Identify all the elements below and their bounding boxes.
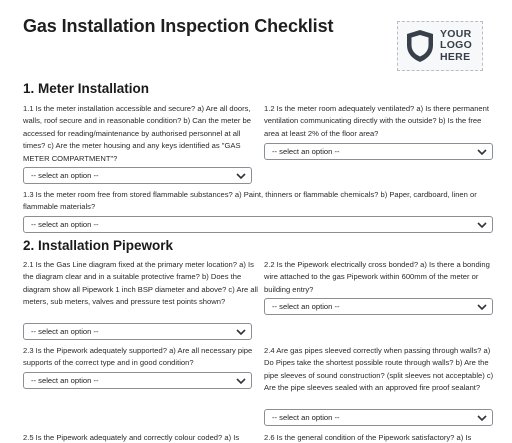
question-2-5: 2.5 Is the Pipework adequately and correctly colour coded? a) Is [23,433,240,442]
answer-select-2-4[interactable] [264,409,493,426]
section-title-installation-pipework: 2. Installation Pipework [23,238,174,253]
section-title-meter-installation: 1. Meter Installation [23,81,150,96]
select-value: -- select an option -- [31,171,99,180]
chevron-down-icon [476,302,488,312]
answer-select-1-3[interactable] [23,216,493,233]
question-2-1: 2.1 Is the Gas Line diagram fixed at the primary meter location? a) Is the diagram clear and in a suitable protective frame? b) Does the diagram show all Pipework 1 inch BSP diameter and above? c) Are all meters, sub meters, valves and pressure test points shown? [23,260,258,307]
chevron-down-icon [235,376,247,386]
select-value: -- select an option -- [272,147,340,156]
answer-select-2-2[interactable] [264,298,493,315]
question-1-1: 1.1 Is the meter installation accessible and secure? a) Are all doors, walls, roof secure and in reasonable condition? b) Can the meter be accessed for reading/maintenance by authorised personnel at all times? c) Are the meter housing and any keys identified as "GAS METER COMPARTMENT"? [23,104,251,163]
shield-icon [406,29,434,63]
question-1-3: 1.3 Is the meter room free from stored flammable substances? a) Paint, thinners or flammable chemicals? b) Paper, cardboard, linen or flammable materials? [23,190,477,212]
answer-select-2-1[interactable] [23,323,252,340]
logo-placeholder [397,21,483,71]
chevron-down-icon [476,147,488,157]
question-2-4: 2.4 Are gas pipes sleeved correctly when passing through walls? a) Do Pipes take the shortest possible route through walls? b) Are the pipe sleeves of sound construction? (split sleeves not acceptable) c) Are the pipe sleeves sealed with an approved fire proof sealant? [264,346,494,393]
logo-text: YOUR LOGO HERE [440,27,473,63]
question-2-3: 2.3 Is the Pipework adequately supported? a) Are all necessary pipe supports of the correct type and in good condition? [23,346,253,368]
chevron-down-icon [476,220,488,230]
chevron-down-icon [235,327,247,337]
select-value: -- select an option -- [31,220,99,229]
answer-select-2-3[interactable] [23,372,252,389]
question-2-6: 2.6 Is the general condition of the Pipework satisfactory? a) Is [264,433,472,442]
select-value: -- select an option -- [272,302,340,311]
question-1-2: 1.2 Is the meter room adequately ventilated? a) Is there permanent ventilation communicating directly with the outside? b) Is the free area at least 2% of the floor area? [264,104,489,138]
chevron-down-icon [476,413,488,423]
select-value: -- select an option -- [272,413,340,422]
select-value: -- select an option -- [31,376,99,385]
answer-select-1-2[interactable] [264,143,493,160]
question-2-2: 2.2 Is the Pipework electrically cross bonded? a) Is there a bonding wire attached to the gas Pipework within 600mm of the meter or building entry? [264,260,490,294]
select-value: -- select an option -- [31,327,99,336]
chevron-down-icon [235,171,247,181]
answer-select-1-1[interactable] [23,167,252,184]
page-title: Gas Installation Inspection Checklist [23,16,334,36]
